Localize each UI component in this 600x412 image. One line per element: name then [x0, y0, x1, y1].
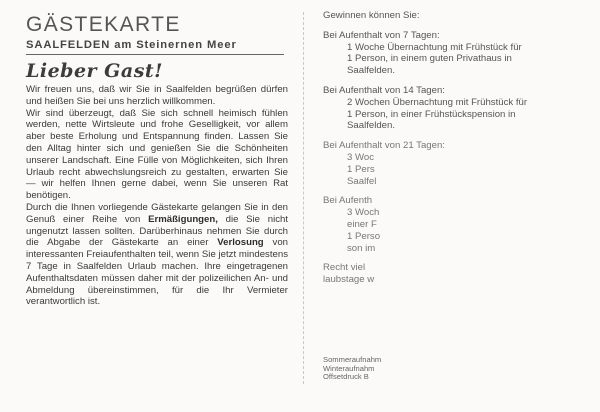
prize-line: einer F — [347, 218, 377, 230]
fold-divider — [303, 12, 304, 384]
prize-14-days — [323, 85, 587, 132]
welcome-text — [26, 84, 288, 308]
prize-label: Bei Aufenthalt von 21 Tagen: — [323, 140, 445, 152]
paragraph-relaxation: Wir sind überzeugt, daß Sie sich schnell heimisch fühlen werden, nette Wirtsleute und frohe Geselligkeit, vor allem aber beste Erholung und Entspannung finden. Lassen Sie den Alltag hinter sich und genießen Sie die Schönheiten unserer Landschaft. Eine Fülle von Möglichkeiten, sich Ihren Urlaub recht abwechslungsreich zu gestalten, erwarten Sie — wir helfen Ihnen gerne dabei, wenn Sie unseren Rat benötigen. — [26, 107, 288, 202]
prize-detail — [347, 97, 587, 132]
discounts-text-b: die Sie nicht ungenutzt lassen sollten. Darüberhinaus nehmen Sie durch die Abgabe der Gästekarte an einer — [26, 213, 288, 249]
prize-detail — [347, 42, 587, 77]
prize-label: Bei Aufenthalt von 14 Tagen: — [323, 84, 445, 96]
closing-text — [323, 262, 587, 286]
prize-label: Bei Aufenthalt von 7 Tagen: — [323, 29, 440, 41]
prizes-heading: Gewinnen können Sie: — [323, 10, 420, 21]
discounts-highlight: Ermäßigungen, — [148, 213, 218, 225]
prize-line: 2 Wochen Übernachtung mit Frühstück für — [347, 96, 528, 108]
prize-line: son im — [347, 242, 376, 254]
discounts-text-c: von interessanten Freiaufenthalten teil, wenn Sie jetzt mindestens 7 Tage in Saalfelden Urlaub machen. Ihre eingetragenen Aufenthaltsdaten müssen daher mit der polizeilichen An- und Abmeldung übereinstimmen, für die Ihr Vermieter verantwortlich ist. — [26, 237, 288, 308]
prize-line: 1 Pers — [347, 163, 375, 175]
photo-credits — [323, 356, 381, 382]
prize-line: Saalfelden. — [347, 65, 396, 77]
prize-line: 3 Woc — [347, 151, 375, 163]
closing-line: laubstage w — [323, 274, 375, 286]
left-panel — [26, 14, 288, 308]
credit-line: Offsetdruck B — [323, 372, 369, 382]
prize-extended-stay — [323, 195, 587, 254]
prize-line: 3 Woch — [347, 207, 380, 219]
prize-7-days — [323, 30, 587, 77]
title-rule — [26, 54, 284, 55]
credit-line: Winteraufnahm — [323, 363, 375, 373]
prize-line: Saalfelden. — [347, 120, 396, 132]
prize-label: Bei Aufenth — [323, 195, 373, 207]
prize-line: 1 Woche Übernachtung mit Frühstück für — [347, 41, 522, 53]
prize-line: 1 Person, in einem guten Privathaus in — [347, 53, 512, 65]
raffle-highlight: Verlosung — [217, 237, 264, 249]
prize-detail — [347, 207, 587, 254]
discounts-text-a: Durch die Ihnen vorliegende Gästekarte gelangen Sie in den Genuß einer Reihe von — [26, 201, 288, 225]
card-title: GÄSTEKARTE — [26, 13, 181, 36]
paragraph-welcome: Wir freuen uns, daß wir Sie in Saalfelden begrüßen dürfen und heißen Sie bei uns herzlich willkommen. — [26, 84, 288, 107]
right-panel — [323, 10, 587, 286]
closing-line: Recht viel — [323, 262, 366, 274]
greeting-heading: Lieber Gast! — [26, 60, 164, 82]
card-subtitle: SAALFELDEN am Steinernen Meer — [26, 39, 237, 51]
prize-detail — [347, 152, 587, 187]
prize-line: 1 Person, in einer Frühstückspension in — [347, 108, 516, 120]
prize-line: 1 Perso — [347, 230, 381, 242]
paragraph-discounts — [26, 202, 288, 308]
prize-line: Saalfel — [347, 175, 377, 187]
prize-21-days — [323, 140, 587, 187]
credit-line: Sommeraufnahm — [323, 355, 382, 364]
